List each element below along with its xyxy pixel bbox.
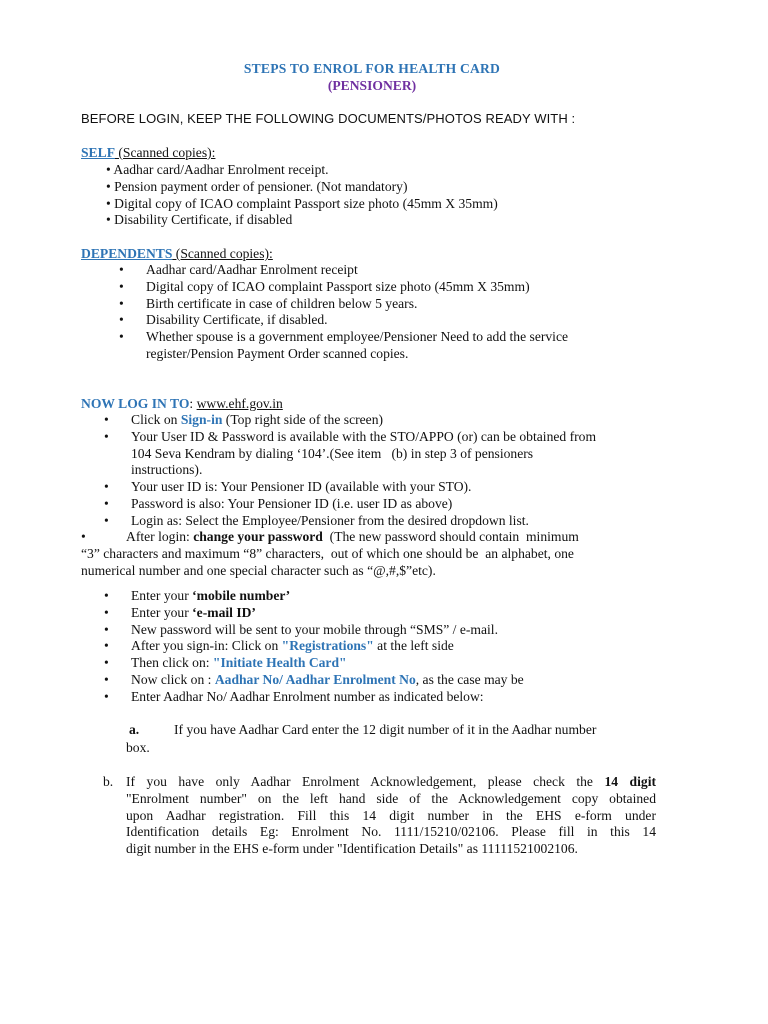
list-item: • Enter Aadhar No/ Aadhar Enrolment number as indicated below: xyxy=(131,689,524,706)
list-item: • Login as: Select the Employee/Pensioner from the desired dropdown list. xyxy=(131,513,662,530)
dependents-heading: DEPENDENTS xyxy=(81,246,173,261)
list-item xyxy=(131,672,524,689)
registrations-prefix: After you sign-in: Click on xyxy=(131,638,282,654)
login-heading: NOW LOG IN TO xyxy=(81,396,190,411)
dependents-heading-line xyxy=(81,246,273,263)
document-subtitle: (PENSIONER) xyxy=(327,78,417,93)
email-prefix: Enter your xyxy=(131,604,193,620)
after-login-prefix: After login: xyxy=(126,529,194,544)
list-item: • Aadhar card/Aadhar Enrolment receipt. xyxy=(106,162,329,177)
now-click-suffix: , as the case may be xyxy=(415,671,524,687)
change-password-text: change your password xyxy=(193,529,323,544)
item-b-line-4: Identification details Eg: Enrolment No. 1111/15210/02106. Please fill in this 14 xyxy=(126,824,656,840)
login-colon: : xyxy=(189,396,194,411)
item-b-line-5: digit number in the EHS e-form under "Identification Details" as 11111521002106. xyxy=(126,841,578,857)
intro-text: BEFORE LOGIN, KEEP THE FOLLOWING DOCUMENTS/PHOTOS READY WITH : xyxy=(81,111,576,126)
document-title: STEPS TO ENROL FOR HEALTH CARD xyxy=(243,61,501,76)
list-item: • Disability Certificate, if disabled xyxy=(106,212,293,228)
list-item: • Aadhar card/Aadhar Enrolment receipt xyxy=(146,262,568,279)
after-login-line-2: “3” characters and maximum “8” characters, out of which one should be an alphabet, one xyxy=(81,546,574,561)
list-item xyxy=(131,412,662,429)
registrations-suffix: at the left side xyxy=(373,638,454,654)
list-item: • New password will be sent to your mobile through “SMS” / e-mail. xyxy=(131,622,524,639)
list-item xyxy=(131,605,524,622)
after-login-line-3: numerical number and one special character such as “@,#,$”etc). xyxy=(81,563,436,578)
item-b-label: b. xyxy=(103,774,114,789)
self-heading: SELF xyxy=(81,145,115,160)
self-list xyxy=(106,162,498,229)
list-item: • Digital copy of ICAO complaint Passport size photo (45mm X 35mm) xyxy=(146,279,568,296)
list-item: • Password is also: Your Pensioner ID (i.e. user ID as above) xyxy=(131,496,662,513)
list-item xyxy=(131,638,524,655)
mobile-number-text: ‘mobile number’ xyxy=(192,588,291,603)
item-b-line-1 xyxy=(126,774,656,791)
list-item: • Your user ID is: Your Pensioner ID (available with your STO). xyxy=(131,479,662,496)
email-id-text: ‘e-mail ID’ xyxy=(192,604,256,620)
click-prefix: Click on xyxy=(131,412,181,427)
dependents-list xyxy=(146,262,568,346)
aadhar-option-text: Aadhar No/ Aadhar Enrolment No xyxy=(214,671,416,687)
list-item: • Digital copy of ICAO complaint Passport size photo (45mm X 35mm) xyxy=(106,195,498,211)
login-heading-line xyxy=(81,396,283,413)
item-a-line-1: If you have Aadhar Card enter the 12 digit number of it in the Aadhar number xyxy=(174,722,597,737)
after-login-suffix: (The new password should contain minimum xyxy=(322,529,579,544)
list-item xyxy=(131,429,662,479)
list-item: • Birth certificate in case of children below 5 years. xyxy=(146,296,568,313)
item-b-prefix: If you have only Aadhar Enrolment Acknowledgement, please check the xyxy=(126,774,605,789)
userid-line-3: instructions). xyxy=(131,462,203,478)
item-a-line-2: box. xyxy=(126,740,150,755)
login-steps-list xyxy=(131,412,662,530)
after-login-bullet: • xyxy=(81,529,86,544)
userid-line-2: 104 Seva Kendram by dialing ‘104’.(See item (b) in step 3 of pensioners xyxy=(131,445,534,461)
initiate-health-card-text: "Initiate Health Card" xyxy=(212,655,347,671)
list-item: • Whether spouse is a government employee/Pensioner Need to add the service xyxy=(146,329,568,346)
self-heading-line xyxy=(81,145,215,162)
list-item: • Disability Certificate, if disabled. xyxy=(146,312,568,329)
initiate-prefix: Then click on: xyxy=(131,655,213,671)
registrations-text: "Registrations" xyxy=(281,638,374,654)
fourteen-digit-text: 14 digit xyxy=(604,774,656,789)
click-suffix: (Top right side of the screen) xyxy=(222,412,384,427)
item-b-line-2: "Enrolment number" on the left hand side of the Acknowledgement copy obtained xyxy=(126,790,656,806)
item-a-label: a. xyxy=(129,722,140,737)
dependents-continuation: register/Pension Payment Order scanned copies. xyxy=(146,346,409,361)
signin-text: Sign-in xyxy=(180,412,223,427)
list-item: • Pension payment order of pensioner. (Not mandatory) xyxy=(106,178,408,194)
now-click-prefix: Now click on : xyxy=(131,671,215,687)
site-link[interactable]: www.ehf.gov.in xyxy=(196,396,283,411)
list-item xyxy=(131,655,524,672)
self-heading-suffix: (Scanned copies): xyxy=(115,145,216,160)
after-login-line-1 xyxy=(126,529,579,546)
dependents-heading-suffix: (Scanned copies): xyxy=(172,246,273,261)
enrol-steps-list xyxy=(131,588,524,706)
item-b-paragraph xyxy=(126,774,656,858)
list-item xyxy=(131,588,524,605)
item-b-line-3: upon Aadhar registration. Fill this 14 digit number in the EHS e-form under xyxy=(126,807,656,823)
userid-line-1: • Your User ID & Password is available with the STO/APPO (or) can be obtained from xyxy=(131,428,597,444)
mobile-prefix: Enter your xyxy=(131,588,193,603)
